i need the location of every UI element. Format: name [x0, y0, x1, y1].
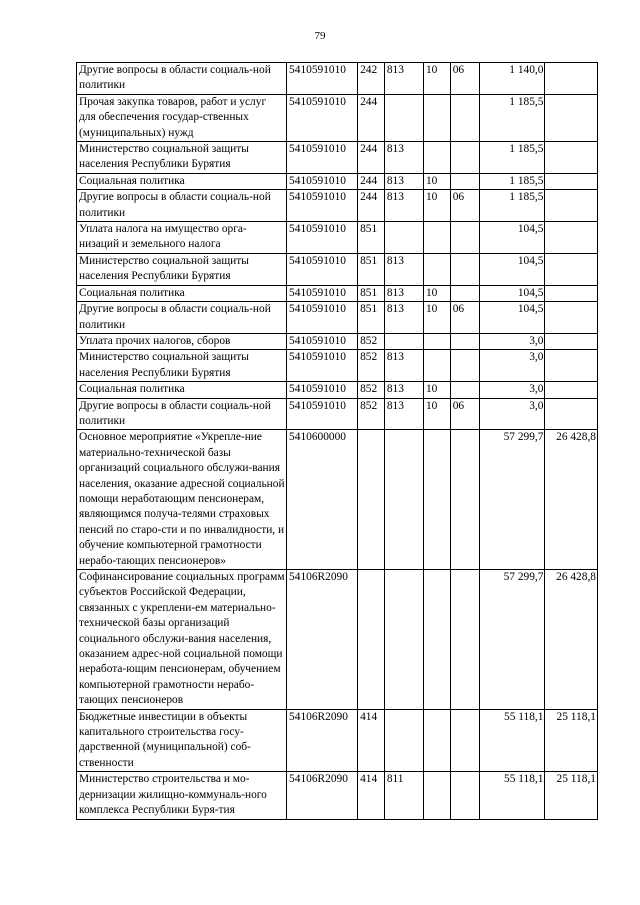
amount-cell: 1 185,5	[479, 173, 545, 189]
amount-cell: 104,5	[479, 253, 545, 285]
subsection-cell: 06	[450, 302, 479, 334]
table-row	[77, 173, 598, 189]
target-code-cell: 5410591010	[287, 285, 358, 301]
expense-type-cell: 851	[358, 302, 385, 334]
ministry-code-cell	[384, 709, 423, 772]
target-code-cell: 5410591010	[287, 94, 358, 141]
target-code-cell: 5410591010	[287, 398, 358, 430]
amount-cell: 3,0	[479, 333, 545, 349]
amount-cell: 1 185,5	[479, 190, 545, 222]
subsection-cell	[450, 772, 479, 819]
table-row	[77, 94, 598, 141]
target-code-cell: 5410591010	[287, 382, 358, 398]
subsection-cell	[450, 173, 479, 189]
amount-federal-cell	[545, 253, 598, 285]
page-number: 79	[314, 30, 326, 42]
subsection-cell: 06	[450, 398, 479, 430]
expense-type-cell: 244	[358, 190, 385, 222]
item-name-cell: Социальная политика	[77, 173, 287, 189]
section-cell: 10	[423, 302, 450, 334]
section-cell	[423, 772, 450, 819]
item-name-cell: Министерство строительства и мо-дернизации жилищно-коммуналь-ного комплекса Республики Буря-тия	[77, 772, 287, 819]
item-name-cell: Другие вопросы в области социаль-ной политики	[77, 398, 287, 430]
ministry-code-cell: 813	[384, 63, 423, 95]
amount-federal-cell	[545, 398, 598, 430]
ministry-code-cell	[384, 430, 423, 570]
table-row	[77, 382, 598, 398]
section-cell: 10	[423, 382, 450, 398]
amount-federal-cell	[545, 285, 598, 301]
expense-type-cell: 852	[358, 398, 385, 430]
expense-type-cell: 852	[358, 382, 385, 398]
section-cell	[423, 333, 450, 349]
subsection-cell	[450, 333, 479, 349]
ministry-code-cell: 813	[384, 285, 423, 301]
amount-cell: 1 140,0	[479, 63, 545, 95]
amount-federal-cell	[545, 382, 598, 398]
amount-federal-cell: 26 428,8	[545, 430, 598, 570]
table-row	[77, 302, 598, 334]
item-name-cell: Другие вопросы в области социаль-ной политики	[77, 190, 287, 222]
amount-cell: 3,0	[479, 398, 545, 430]
amount-federal-cell	[545, 222, 598, 254]
expense-type-cell: 414	[358, 709, 385, 772]
amount-federal-cell: 25 118,1	[545, 772, 598, 819]
amount-cell: 104,5	[479, 302, 545, 334]
expense-type-cell: 851	[358, 285, 385, 301]
expense-type-cell: 244	[358, 94, 385, 141]
amount-cell: 55 118,1	[479, 709, 545, 772]
subsection-cell	[450, 430, 479, 570]
item-name-cell: Уплата прочих налогов, сборов	[77, 333, 287, 349]
table-row	[77, 63, 598, 95]
table-row	[77, 570, 598, 710]
subsection-cell	[450, 222, 479, 254]
amount-federal-cell	[545, 94, 598, 141]
section-cell: 10	[423, 173, 450, 189]
subsection-cell	[450, 94, 479, 141]
item-name-cell: Бюджетные инвестиции в объекты капитального строительства госу-дарственной (муниципальной) соб-ственности	[77, 709, 287, 772]
expense-type-cell	[358, 430, 385, 570]
amount-federal-cell	[545, 142, 598, 174]
section-cell	[423, 709, 450, 772]
item-name-cell: Прочая закупка товаров, работ и услуг для обеспечения государ-ственных (муниципальных) нужд	[77, 94, 287, 141]
target-code-cell: 5410600000	[287, 430, 358, 570]
section-cell: 10	[423, 285, 450, 301]
item-name-cell: Уплата налога на имущество орга-низаций и земельного налога	[77, 222, 287, 254]
section-cell	[423, 222, 450, 254]
ministry-code-cell: 813	[384, 302, 423, 334]
target-code-cell: 54106R2090	[287, 570, 358, 710]
subsection-cell	[450, 570, 479, 710]
amount-cell: 3,0	[479, 350, 545, 382]
table-row	[77, 430, 598, 570]
item-name-cell: Министерство социальной защиты населения Республики Бурятия	[77, 142, 287, 174]
table-row	[77, 350, 598, 382]
section-cell	[423, 142, 450, 174]
target-code-cell: 5410591010	[287, 63, 358, 95]
target-code-cell: 5410591010	[287, 173, 358, 189]
item-name-cell: Другие вопросы в области социаль-ной политики	[77, 302, 287, 334]
ministry-code-cell	[384, 570, 423, 710]
expense-type-cell: 242	[358, 63, 385, 95]
table-row	[77, 190, 598, 222]
item-name-cell: Софинансирование социальных программ субъектов Российской Федерации, связанных с укреплени-ем материально-технической базы организаций социального обслужи-вания населения, оказанием адрес-ной социальной помощи неработа-ющим пенсионерам, обучением компьютерной грамотности нерабо-тающих пенсионеров	[77, 570, 287, 710]
target-code-cell: 5410591010	[287, 190, 358, 222]
section-cell	[423, 350, 450, 382]
amount-cell: 57 299,7	[479, 570, 545, 710]
subsection-cell	[450, 709, 479, 772]
ministry-code-cell: 813	[384, 173, 423, 189]
section-cell	[423, 430, 450, 570]
expense-type-cell: 852	[358, 350, 385, 382]
item-name-cell: Министерство социальной защиты населения Республики Бурятия	[77, 350, 287, 382]
amount-cell: 57 299,7	[479, 430, 545, 570]
amount-federal-cell	[545, 190, 598, 222]
subsection-cell	[450, 350, 479, 382]
expense-type-cell: 414	[358, 772, 385, 819]
target-code-cell: 5410591010	[287, 222, 358, 254]
table-row	[77, 222, 598, 254]
expense-type-cell: 851	[358, 253, 385, 285]
expense-type-cell: 244	[358, 173, 385, 189]
ministry-code-cell: 813	[384, 190, 423, 222]
item-name-cell: Основное мероприятие «Укрепле-ние материально-технической базы организаций социального обслужи-вания населения, оказание адресной социальной помощи неработающим пенсионерам, являющимся получа-телями страховых пенсий по старо-сти и по инвалидности, и обучение компьютерной грамотности нерабо-тающих пенсионеров»	[77, 430, 287, 570]
amount-federal-cell: 26 428,8	[545, 570, 598, 710]
item-name-cell: Социальная политика	[77, 382, 287, 398]
budget-table	[76, 62, 598, 820]
amount-federal-cell: 25 118,1	[545, 709, 598, 772]
amount-cell: 1 185,5	[479, 94, 545, 141]
ministry-code-cell: 813	[384, 253, 423, 285]
table-row	[77, 142, 598, 174]
amount-cell: 55 118,1	[479, 772, 545, 819]
ministry-code-cell: 813	[384, 382, 423, 398]
target-code-cell: 54106R2090	[287, 772, 358, 819]
target-code-cell: 5410591010	[287, 333, 358, 349]
item-name-cell: Министерство социальной защиты населения Республики Бурятия	[77, 253, 287, 285]
target-code-cell: 54106R2090	[287, 709, 358, 772]
subsection-cell	[450, 253, 479, 285]
target-code-cell: 5410591010	[287, 253, 358, 285]
subsection-cell: 06	[450, 63, 479, 95]
amount-federal-cell	[545, 63, 598, 95]
amount-cell: 3,0	[479, 382, 545, 398]
expense-type-cell: 244	[358, 142, 385, 174]
section-cell	[423, 253, 450, 285]
ministry-code-cell: 813	[384, 142, 423, 174]
amount-federal-cell	[545, 173, 598, 189]
table-row	[77, 253, 598, 285]
budget-table-body	[77, 63, 598, 820]
table-row	[77, 333, 598, 349]
table-row	[77, 285, 598, 301]
target-code-cell: 5410591010	[287, 142, 358, 174]
section-cell: 10	[423, 190, 450, 222]
amount-federal-cell	[545, 302, 598, 334]
table-row	[77, 772, 598, 819]
item-name-cell: Другие вопросы в области социаль-ной политики	[77, 63, 287, 95]
ministry-code-cell	[384, 333, 423, 349]
ministry-code-cell: 813	[384, 350, 423, 382]
amount-cell: 104,5	[479, 285, 545, 301]
target-code-cell: 5410591010	[287, 350, 358, 382]
ministry-code-cell	[384, 222, 423, 254]
amount-cell: 1 185,5	[479, 142, 545, 174]
expense-type-cell: 851	[358, 222, 385, 254]
amount-federal-cell	[545, 350, 598, 382]
ministry-code-cell: 813	[384, 398, 423, 430]
expense-type-cell	[358, 570, 385, 710]
item-name-cell: Социальная политика	[77, 285, 287, 301]
ministry-code-cell: 811	[384, 772, 423, 819]
subsection-cell	[450, 142, 479, 174]
ministry-code-cell	[384, 94, 423, 141]
table-row	[77, 709, 598, 772]
section-cell	[423, 570, 450, 710]
subsection-cell	[450, 285, 479, 301]
target-code-cell: 5410591010	[287, 302, 358, 334]
section-cell: 10	[423, 63, 450, 95]
subsection-cell: 06	[450, 190, 479, 222]
subsection-cell	[450, 382, 479, 398]
amount-federal-cell	[545, 333, 598, 349]
section-cell	[423, 94, 450, 141]
table-row	[77, 398, 598, 430]
amount-cell: 104,5	[479, 222, 545, 254]
expense-type-cell: 852	[358, 333, 385, 349]
section-cell: 10	[423, 398, 450, 430]
